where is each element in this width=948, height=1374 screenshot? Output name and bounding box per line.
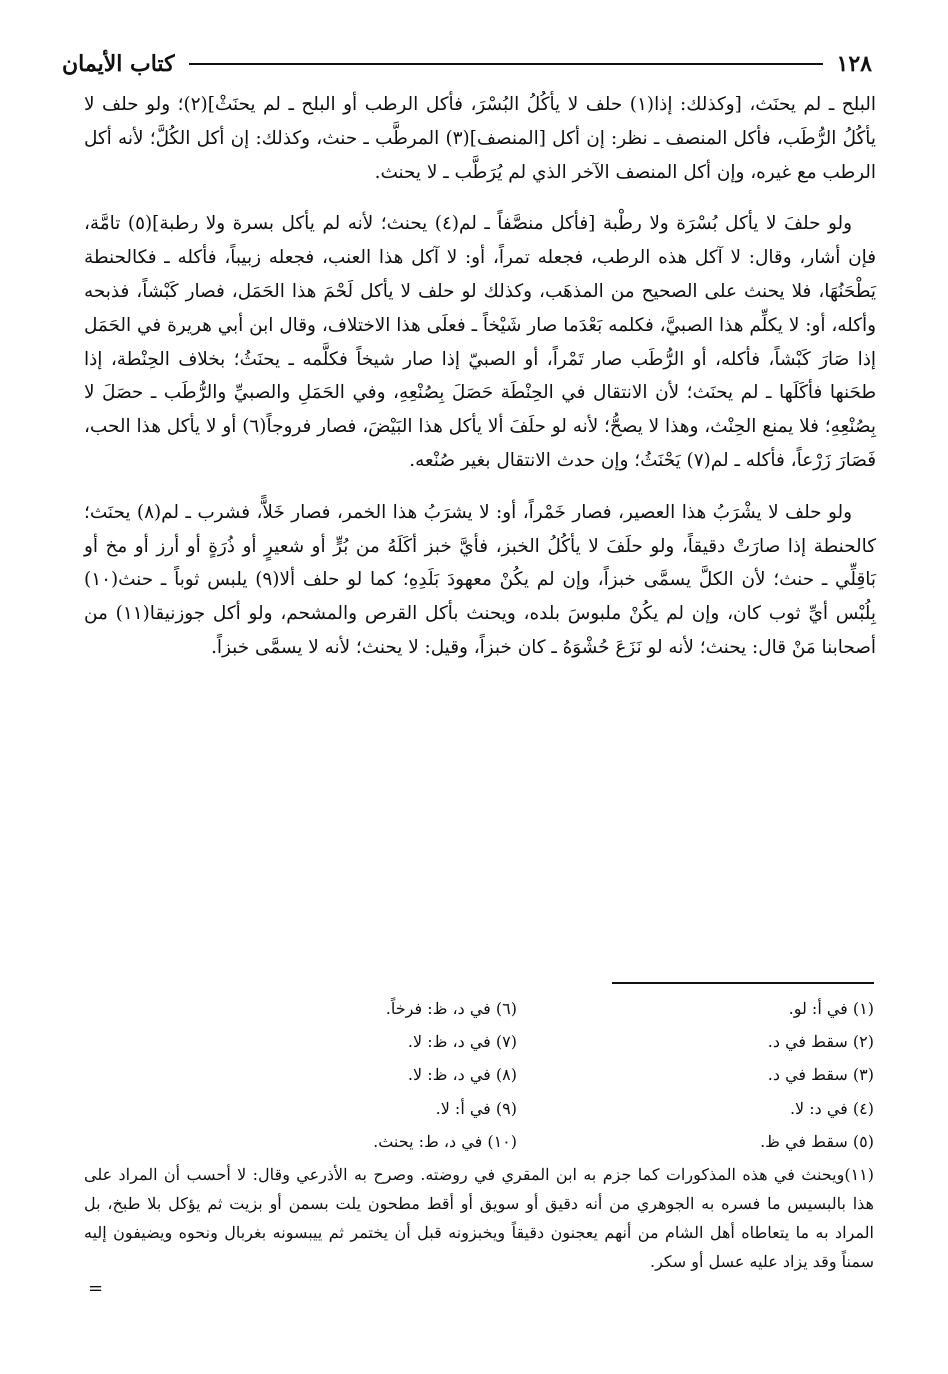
footnote-item: (١٠) في د، ط: يحنث. [373, 1131, 517, 1151]
paragraph: ولو حلفَ لا يأكل بُسْرَة ولا رطْبة [فأكل منصَّفاً ـ لم(٤) يحنث؛ لأنه لم يأكل بسرة ولا رطبة](٥) تامَّة، فإن أشار، وقال: لا آكل هذه الرطب، فجعله تمراً، أو: لا آكل هذا العنب، فجعله زبيباً، فأكله ـ فكالحنطة يَطْحَنُهَا، فلا يحنث على الصحيح من المذهَب، وكذلك لو حلف لا يأكل لَحْمَ هذا الحَمَل، فصار كَبْشاً، فذبحه وأكله، أو: لا يكلِّم هذا الصبيَّ، فكلمه بَعْدَما صار شَيْخاً ـ فعلَى هذا الاختلاف، وقال ابن أبي هريرة في الحَمَل إذا صَارَ كَبْشاً، فأكله، أو الرُّطَب صار تَمْراً، أو الصبيّ إذا صار شيخاً فكلَّمه ـ يحنَثُ؛ بخلاف الحِنْطة، إذا طحَنها فأكَلَها ـ لم يحنَث؛ لأن الانتقال في الحِنْطَة حَصَلَ بِصُنْعِهِ، وفي الحَمَلِ والصبيِّ والرُّطَب ـ حصَلَ لا بِصُنْعِهِ؛ فلا يمنع الحِنْث، وهذا لا يصحُّ؛ لأنه لو حلَفَ ألا يأكل هذا البَيْضَ، فصار فروجاً(٦) أو لا يأكل هذا الحب، فَصَارَ زَرْعاً، فأكله ـ لم(٧) يَحْنَثُ؛ وإن حدث الانتقال بغير صُنْعه. [84, 213, 876, 471]
footnote-item: (١) في أ: لو. [788, 999, 874, 1018]
footnote-item: (٢) سقط في د. [767, 1032, 874, 1052]
footnote-separator [612, 982, 874, 984]
footnote-item: (٩) في أ: لا. [435, 1098, 517, 1118]
footnote-long: (١١)ويحنث في هذه المذكورات كما جزم به ابن المقري في روضته. وصرح به الأذرعي وقال: لا أحسب أن المراد على هذا بالبسيس ما فسره به الجوهري من أنه دقيق أو سويق أو أقط مطحون يلت بسمن أو بزيت ثم يؤكل بلا طبخ، بل المراد به ما يتعاطاه أهل الشام من أنهم يعجنون دقيقاً ويخبزونه قبل أن يختمر ثم ييبسونه بغربال ونحوه ويضيفون إليه سمناً وقد يزاد عليه عسل أو سكر. [84, 1165, 874, 1271]
footnote-column-right [517, 992, 874, 1158]
footnote-item: (٨) في د، ظ: لا. [407, 1065, 517, 1085]
page-header [62, 46, 872, 82]
footnote-item: (٤) في د: لا. [789, 1098, 874, 1118]
paragraph: البلح ـ لم يحنَث، [وكذلك: إذا(١) حلف لا يأكُلُ البُسْرَ، فأكل الرطب أو البلح ـ لم يحنَثْ](٢)؛ ولو حلف لا يأكُلُ الرُّطَب، فأكل المنصف ـ نظر: إن أكل [المنصف](٣) المرطَّب ـ حنث، وكذلك: إن أكل الكُلَّ؛ لأنه أكل الرطب مع غيره، وإن أكل المنصف الآخر الذي لم يُرَطَّب ـ لا يحنث. [84, 94, 876, 183]
page-number: ١٢٨ [836, 51, 872, 77]
header-rule [189, 63, 823, 65]
running-title: كتاب الأيمان [62, 51, 175, 77]
footnotes-columns [160, 992, 874, 1158]
main-text [84, 88, 876, 665]
footnote-item: (٥) سقط في ظ. [760, 1131, 874, 1151]
footnote-item: (٦) في د، ظ: فرخاً. [385, 999, 517, 1018]
footnote-item: (٣) سقط في د. [767, 1065, 874, 1085]
footnote-item: (٧) في د، ظ: لا. [407, 1032, 517, 1052]
footnote-column-left [160, 992, 517, 1158]
footnote-continuation-mark: = [88, 1278, 104, 1299]
paragraph: ولو حلف لا يشْرَبُ هذا العصير، فصار خَمْراً، أو: لا يشرَبُ هذا الخمر، فصار خَلاًّ، فشرب ـ لم(٨) يحنَث؛ كالحنطة إذا صارَتْ دقيقاً، ولو حلَفَ لا يأكُلُ الخبز، فأيَّ خبز أكَلَهُ من بُرٍّ أو شعيرٍ أو ذُرَةٍ أو أرز أو مخ أو بَاقِلِّي ـ حنث؛ لأن الكلَّ يسمَّى خبزاً، وإن لم يكُنْ معهودَ بَلَدِهِ؛ كما لو حلف ألا(٩) يلبس ثوباً ـ حنث(١٠) بِلُبْس أيِّ ثوب كان، وإن لم يكُنْ ملبوسَ بلده، ويحنث بأكل القرص والمشحم، ولو أكل جوزنيقا(١١) من أصحابنا مَنْ قال: يحنث؛ لأنه لو نَزَعَ حُشْوَهُ ـ كان خبزاً، وقيل: لا يحنث؛ لأنه لا يسمَّى خبزاً. [84, 501, 877, 658]
